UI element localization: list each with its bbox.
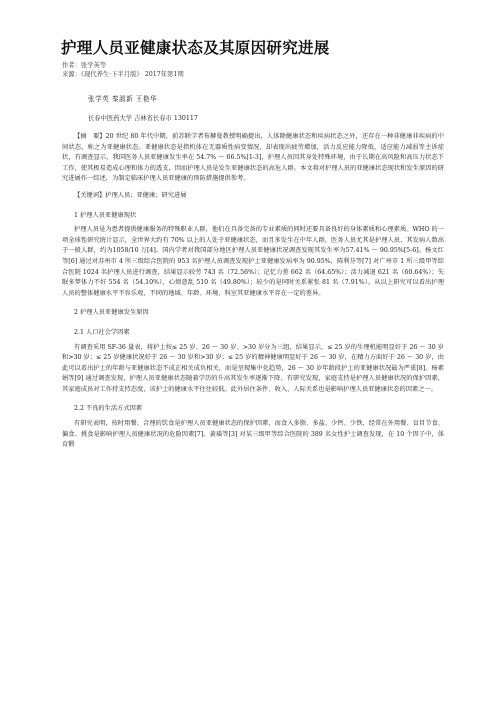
section-heading-2-2: 2.2 不良的生活方式因素 [74,405,143,413]
section-2-2-paragraph: 有研究表明，按时用餐、合理的饮食是护理人员亚健康状态的保护因素，而食入多脂、多盐、少钙、少铁，经常在外用餐、盲目节食、偏食、挑食是影响护理人员健康状况的危险因素[7]。黄璜等[3] 对某三级甲等综合医院的 389 名女性护士调查发现，在 10 个因子中，体育锻 [62,420,444,449]
article-title: 护理人员亚健康状态及其原因研究进展 [61,39,330,57]
section-2-1-paragraph: 有调查采用 SF-36 量表，将护士按≤ 25 岁、26 ～ 30 岁、>30 岁分为三组，结果显示，≤ 25 岁的生理机能明显好于 26 ～ 30 岁和>30 岁；≤ 25 岁健康状况好于 26 ～ 30 岁和>30 岁；≤ 25 岁的精神健康明显好于 26 ～ 30 岁，在精力方面好于 26 ～ 30 岁，由此可以看出护士的年龄与亚健康状态不成正相关成负相关，而是呈现集中化趋势，26 ～ 30 岁年龄段护士的亚健康状况最为严重[8]。杨素娟等[9] 通过调查发现，护理人员亚健康状态随着学历的升高其发生率逐渐下降。有研究发现，家庭支持是护理人员健康状况的保护因素，其家庭成员对工作持支持态度，该护士的健康水平往往较低。此外居住条件、收入、人际关系也是影响护理人员亚健康状态的因素之一。 [62,343,444,393]
article-body [62,132,444,451]
article-authors: 张学英 秦淑新 王艳华 [88,95,158,103]
section-heading-2: 2 护理人员亚健康发生原因 [74,309,149,317]
source-line: 来源：《现代养生·下半月版》 2017年第1期 [62,71,184,78]
keywords: 【关键词】护理人员；亚健康；研究进展 [74,191,187,199]
section-1-paragraph: 护理人员是为患者提供健康服务的特殊职业人群，他们在具备完备的专业素质的同时还要具备良好的身体素质和心理素质。WHO 的一项全球性研究统计显示，全世界大约有 70% 以上的人处于亚健康状态，而且多发生在中年人群，医务人员尤其是护理人员，其发病人数高于一般人群，约为1058/10 万[4]。国内学者对我国部分地区护理人员亚健康状况调查发现其发生率为57.41% ～ 90.95%[5-6]。杨文红等[6] 通过对苏州市 4 所三级综合医院的 953 名护理人员调查发现护士亚健康发病率为 90.95%，陈利芬等[7] 对广州市 1 所三级甲等综合医院 1024 名护理人员进行调查，结果显示较劳 743 名（72.56%）；记忆力差 662 名（64.65%）；活力减退 621 名（60.64%）；失眠多梦体力不好 554 名（54.10%），心烦意乱 510 名（49.80%）；较少的是同时关系紧张 81 名（7.91%）。从以上研究可以看出护理人员的整体健康水平不容乐观，不同的地域、年龄、环境、科室其亚健康水平存在一定的差异。 [62,226,444,297]
section-heading-1: 1 护理人员亚健康现状 [74,211,137,219]
abstract: 【摘 要】20 世纪 80 年代中期，前苏联学者布赫曼教授明确提出，人体除健康状态和疾病状态之外，还存在一种非健康非疾病的中间状态，称之为亚健康状态。亚健康状态是指机体在无器质性病变情况，却表现出疲劳增加，活力反应能力降低，适应能力减弱等主诉症状，有调查显示，我国医务人员亚健康发生率在 54.7% ～ 66.5%[1-3]，护理人员因其身处特殊环境，由于长期在高风险和高压力状态下工作，使其极易造成心理和体力的透支，因而护理人员是发生亚健康状态的高危人群。本文将对护理人员的亚健康状态现状和发生原因的研究进展作一综述，为制定临床护理人员亚健康的预防措施提供参考。 [62,133,444,183]
author-line: 作者：张学英等 [62,62,107,69]
author-affiliation: 长春中医药大学 吉林省长春市 130117 [88,115,198,122]
section-heading-2-1: 2.1 人口社会学因素 [74,328,130,336]
